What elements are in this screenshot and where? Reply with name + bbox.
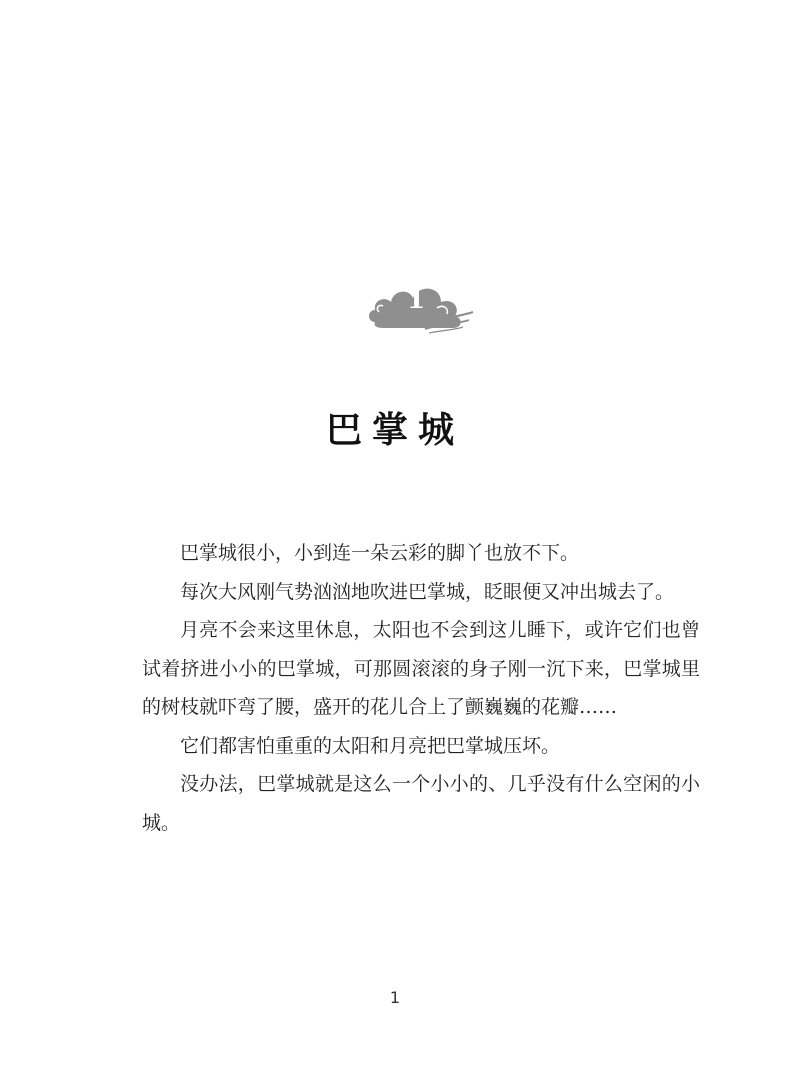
paragraph-4: 它们都害怕重重的太阳和月亮把巴掌城压坏。 bbox=[180, 734, 561, 757]
page-number: 1 bbox=[389, 988, 401, 1007]
paragraph-1: 巴掌城很小，小到连一朵云彩的脚丫也放不下。 bbox=[180, 542, 580, 564]
paragraph-5: 没办法，巴掌城就是这么一个小小的、几乎没有什么空闲的小城。 bbox=[142, 773, 700, 834]
paragraph-2: 每次大风刚气势汹汹地吹进巴掌城，眨眼便又冲出城去了。 bbox=[180, 580, 675, 603]
chapter-number: 1 bbox=[406, 285, 426, 315]
chapter-body bbox=[142, 534, 700, 842]
paragraph-3: 月亮不会来这里休息，太阳也不会到这儿睡下，或许它们也曾试着挤进小小的巴掌城，可那圆滚滚的身子刚一沉下来，巴掌城里的树枝就吓弯了腰，盛开的花儿合上了颤巍巍的花瓣…… bbox=[142, 619, 700, 718]
chapter-title: 巴掌城 bbox=[325, 410, 464, 452]
